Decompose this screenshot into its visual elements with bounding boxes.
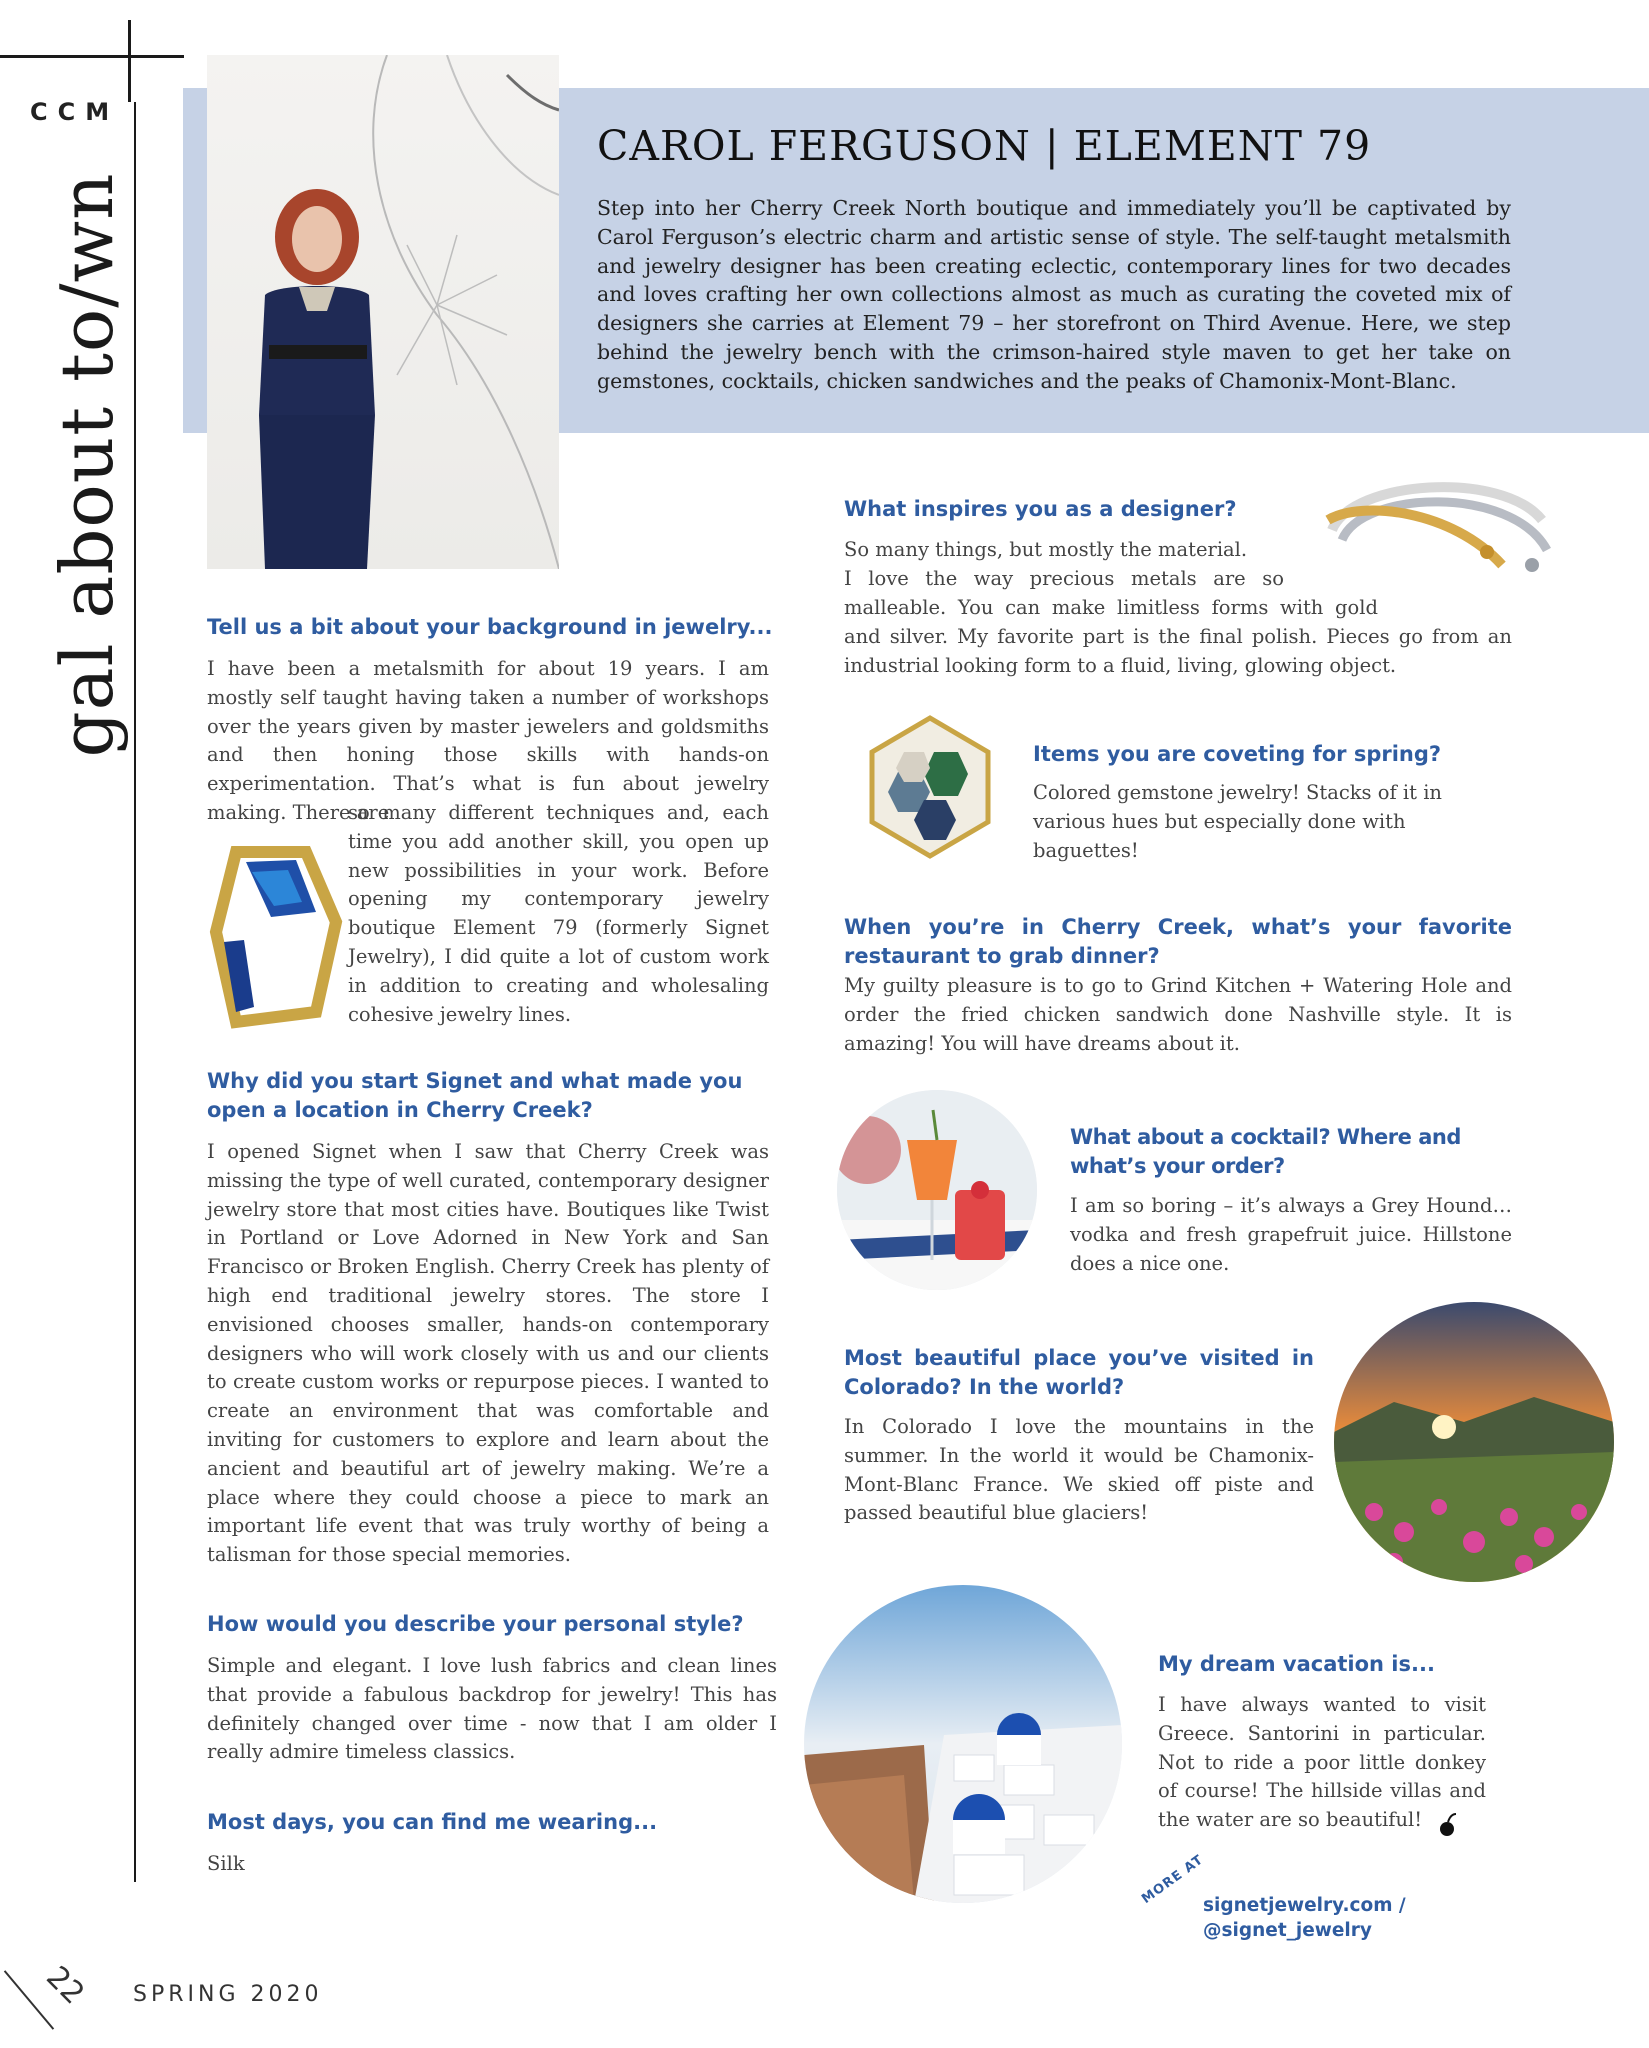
santorini-illustration bbox=[804, 1585, 1122, 1903]
article-intro: Step into her Cherry Creek North boutique and immediately you’ll be captivated by Carol Ferguson’s electric charm and artistic sense of style. The self-taught metalsmith and jewelry designer has been creating eclectic, contemporary lines for two decades and loves crafting her own collections almost as much as curating the coveted mix of designers she carries at Element 79 – her storefront on Third Avenue. Here, we step behind the jewelry bench with the crimson-haired style maven to get her take on gemstones, cocktails, chicken sandwiches and the peaks of Chamonix-Mont-Blanc. bbox=[597, 196, 1511, 393]
question-place: Most beautiful place you’ve visited in Colorado? In the world? bbox=[844, 1346, 1314, 1399]
answer-background-part2: so many different techniques and, each time you add another skill, you open up new possibilities in your work. Before opening my contemporary jewelry boutique Element 79 (formerly Signet Jewelry), I did quite a lot of custom work in addition to creating and wholesaling cohesive jewelry lines. bbox=[348, 801, 769, 1026]
more-at-label: MORE AT bbox=[1139, 1852, 1207, 1907]
answer-inspire-line3: malleable. You can make limitless forms with gold bbox=[844, 596, 1378, 619]
answer-place: In Colorado I love the mountains in the summer. In the world it would be Chamonix-Mont-Blanc France. We skied off piste and passed beautiful blue glaciers! bbox=[844, 1415, 1314, 1525]
page-number: 22 bbox=[39, 1959, 91, 2012]
cuff-photo bbox=[1322, 470, 1557, 590]
question-signet: Why did you start Signet and what made you open a location in Cherry Creek? bbox=[207, 1069, 743, 1122]
portrait-illustration bbox=[207, 55, 559, 569]
website-link[interactable] bbox=[1203, 1893, 1406, 1943]
mountain-meadow-illustration bbox=[1334, 1302, 1614, 1582]
answer-signet: I opened Signet when I saw that Cherry Creek was missing the type of well curated, contemporary designer jewelry store that most cities have. Boutiques like Twist in Portland or Love Adorned in New York and San Francisco or Broken English. Cherry Creek has plenty of high end traditional jewelry stores. The store I envisioned chooses smaller, hands-on contemporary designers who will work closely with us and our clients to create custom works or repurpose pieces. I wanted to create an environment that was comfortable and inviting for customers to explore and learn about the ancient and beautiful art of jewelry making. We’re a place where they could choose a piece to mark an important life event that was truly worthy of being a talisman for those special memories. bbox=[207, 1140, 769, 1567]
cocktail-photo bbox=[837, 1090, 1037, 1290]
social-handle[interactable]: @signet_jewelry bbox=[1203, 1920, 1372, 1941]
answer-wearing: Silk bbox=[207, 1852, 245, 1875]
article-title: CAROL FERGUSON | ELEMENT 79 bbox=[597, 122, 1372, 170]
question-inspire: What inspires you as a designer? bbox=[844, 497, 1237, 521]
question-wearing: Most days, you can find me wearing... bbox=[207, 1810, 658, 1834]
side-rule bbox=[134, 102, 136, 1882]
frame-rule-vertical bbox=[128, 20, 131, 102]
section-label: gal about to/wn bbox=[45, 172, 129, 758]
gemstone-ring-photo bbox=[864, 712, 996, 870]
question-vacation: My dream vacation is... bbox=[1158, 1652, 1435, 1676]
cocktail-illustration bbox=[837, 1090, 1037, 1290]
magazine-logo: CCM bbox=[30, 98, 120, 126]
cuff-bracelet-illustration bbox=[1322, 470, 1557, 590]
hexagon-ring-illustration bbox=[864, 712, 996, 870]
answer-spring: Colored gemstone jewelry! Stacks of it in various hues but especially done with baguettes! bbox=[1033, 781, 1442, 862]
issue-season: SPRING 2020 bbox=[133, 1982, 323, 2007]
question-cocktail: What about a cocktail? Where and what’s your order? bbox=[1070, 1125, 1461, 1178]
answer-style: Simple and elegant. I love lush fabrics and clean lines that provide a fabulous backdrop for jewelry! This has definitely changed over time - now that I am older I really admire timeless classics. bbox=[207, 1654, 777, 1764]
website-url[interactable]: signetjewelry.com / bbox=[1203, 1895, 1406, 1916]
cherry-icon bbox=[1438, 1812, 1458, 1838]
question-style: How would you describe your personal style? bbox=[207, 1612, 744, 1636]
frame-rule-horizontal bbox=[0, 55, 184, 58]
answer-inspire-line2: I love the way precious metals are so bbox=[844, 567, 1284, 590]
portrait-photo bbox=[207, 55, 559, 569]
answer-inspire-line4: and silver. My favorite part is the final polish. Pieces go from an industrial looking form to a fluid, living, glowing object. bbox=[844, 625, 1512, 677]
enamel-ring-illustration bbox=[196, 832, 356, 1032]
question-spring: Items you are coveting for spring? bbox=[1033, 742, 1442, 766]
question-background: Tell us a bit about your background in jewelry... bbox=[207, 615, 773, 639]
answer-dinner: My guilty pleasure is to go to Grind Kitchen + Watering Hole and order the fried chicken sandwich done Nashville style. It is amazing! You will have dreams about it. bbox=[844, 974, 1512, 1055]
question-dinner: When you’re in Cherry Creek, what’s your favorite restaurant to grab dinner? bbox=[844, 915, 1512, 968]
answer-cocktail: I am so boring – it’s always a Grey Hound… vodka and fresh grapefruit juice. Hillstone does a nice one. bbox=[1070, 1194, 1512, 1275]
answer-background-part1: I have been a metalsmith for about 19 years. I am mostly self taught having taken a number of workshops over the years given by master jewelers and goldsmiths and then honing those skills with hands-on experimentation. That’s what is fun about jewelry making. There are bbox=[207, 657, 769, 824]
answer-inspire-line1: So many things, but mostly the material. bbox=[844, 538, 1248, 561]
santorini-photo bbox=[804, 1585, 1122, 1903]
answer-vacation: I have always wanted to visit Greece. Santorini in particular. Not to ride a poor little donkey of course! The hillside villas and the water are so beautiful! bbox=[1158, 1693, 1486, 1832]
ring-photo bbox=[196, 832, 356, 1032]
colorado-photo bbox=[1334, 1302, 1614, 1582]
